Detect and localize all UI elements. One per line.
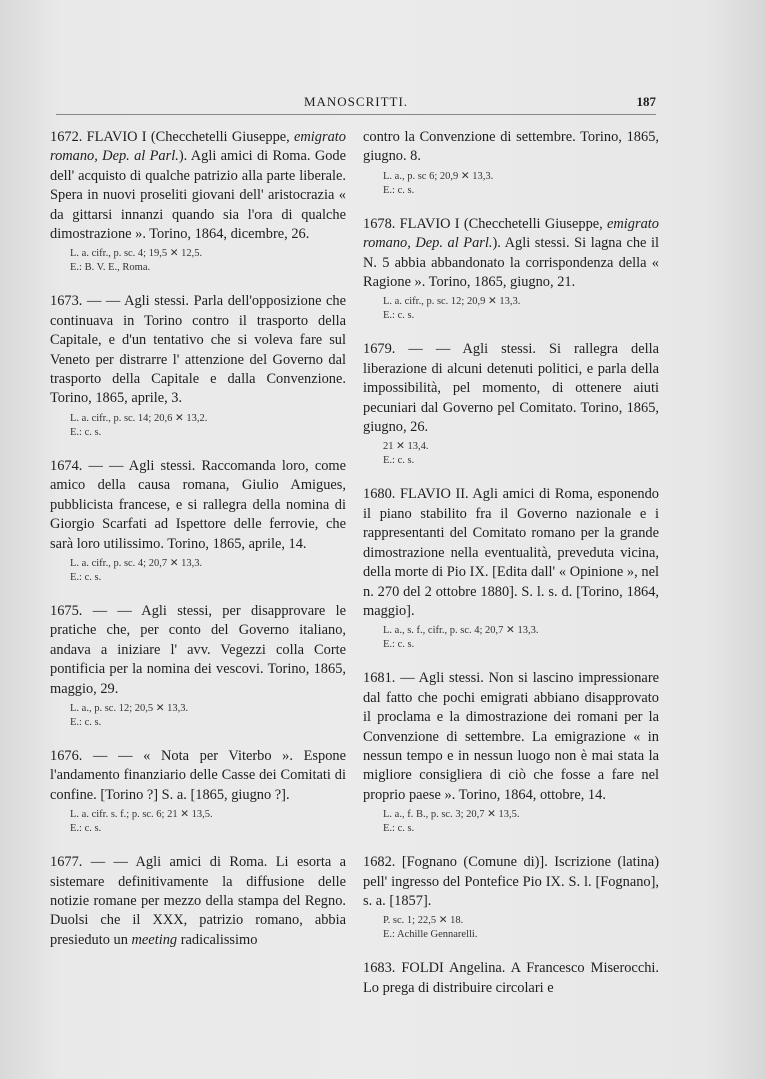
meta-line: E.: B. V. E., Roma. — [70, 262, 151, 274]
entry-text — [50, 128, 346, 244]
entry-text-segment: 1678. FLAVIO I (Checchetelli Giuseppe, — [363, 215, 608, 232]
entry-meta — [383, 170, 659, 198]
entry-text — [50, 602, 346, 699]
entry-text-segment: 1675. — — Agli stessi, per disapprovare le pratiche che, per conto del Governo italiano, andava a iniziare l' avv. Vegezzi colla Corte pontificia per la nomina dei vescovi. Torino, 1865, maggio, 29. — [50, 602, 346, 697]
entry-text-segment: 1679. — — Agli stessi. Si rallegra della liberazione di alcuni detenuti politici, e parla della impossibilità, pel momento, di ottenere aiuti pecuniari dal Governo pel Comitato. Torino, 1865, giugno, 26. — [363, 341, 659, 436]
entry-meta — [383, 914, 659, 942]
meta-line: L. a. cifr. s. f.; p. sc. 6; 21 ✕ 13,5. — [70, 809, 213, 821]
meta-line: L. a., p. sc. 12; 20,5 ✕ 13,3. — [70, 702, 189, 714]
catalog-entry — [363, 959, 659, 998]
entry-text — [50, 853, 346, 950]
right-column — [363, 128, 659, 1015]
entry-text — [363, 340, 659, 437]
catalog-entry — [50, 747, 346, 836]
catalog-entry — [363, 485, 659, 652]
catalog-entry — [50, 292, 346, 439]
entry-meta — [70, 412, 346, 440]
entry-meta — [70, 702, 346, 730]
entry-meta — [383, 295, 659, 323]
catalog-entry — [363, 853, 659, 942]
page-number: 187 — [636, 94, 656, 109]
entry-meta — [383, 808, 659, 836]
catalog-entry — [50, 457, 346, 585]
entry-text — [50, 292, 346, 408]
entry-meta — [70, 247, 346, 275]
meta-line: E.: c. s. — [383, 184, 415, 196]
entry-text — [50, 457, 346, 554]
meta-line: E.: c. s. — [383, 639, 415, 651]
entry-meta — [383, 624, 659, 652]
meta-line: L. a. cifr., p. sc. 4; 20,7 ✕ 13,3. — [70, 557, 203, 569]
entry-meta — [70, 808, 346, 836]
meta-line: E.: c. s. — [383, 455, 415, 467]
running-head — [56, 92, 656, 115]
entry-text — [363, 485, 659, 621]
entry-text-segment: 1680. FLAVIO II. Agli amici di Roma, esponendo il piano stabilito fra il Governo nazionale e i rappresentanti del Comitato romano per la grande dimostrazione nella eventualità, preveduta vicina, della morte di Pio IX. [Edita dall' « Opinione », nel n. 270 del 2 ottobre 1880]. S. l. s. d. [Torino, 1864, maggio]. — [363, 486, 659, 619]
entry-text — [363, 128, 659, 167]
italic-text: emigrato romano, Dep. al Parl. — [50, 129, 346, 165]
catalog-entry — [363, 340, 659, 468]
entry-text — [363, 215, 659, 293]
italic-text: meeting — [131, 931, 178, 948]
meta-line: E.: c. s. — [383, 310, 415, 322]
entry-text-segment: radicalissimo — [177, 931, 258, 948]
meta-line: L. a. cifr., p. sc. 12; 20,9 ✕ 13,3. — [383, 296, 521, 308]
entry-text-segment: ). Agli amici di Roma. Gode dell' acquisto di qualche patrizio alla parte liberale. Spera in nuovi proseliti giovani dell' aristocrazia « da gittarsi innanzi quando sia l'ora di qualche dimostrazione ». Torino, 1864, dicembre, 26. — [50, 148, 346, 243]
meta-line: E.: c. s. — [70, 716, 102, 728]
meta-line: L. a., p. sc 6; 20,9 ✕ 13,3. — [383, 170, 494, 182]
catalog-entry — [50, 128, 346, 275]
entry-text-segment: 1674. — — Agli stessi. Raccomanda loro, come amico della causa romana, Giulio Amigues, pubblicista francese, e si rallegra della nomina di Giorgio Scarfati ad Ispettore delle ferrovie, che sarà loro utilissimo. Torino, 1865, aprile, 14. — [50, 457, 346, 552]
meta-line: E.: c. s. — [70, 823, 102, 835]
entry-text — [363, 853, 659, 911]
meta-line: L. a., s. f., cifr., p. sc. 4; 20,7 ✕ 13,3. — [383, 625, 539, 637]
italic-text: emigrato romano, Dep. al Parl. — [363, 215, 659, 252]
entry-text-segment: 1681. — Agli stessi. Non si lascino impressionare dal fatto che pochi emigrati abbiano disapprovato il proclama e la dimostrazione dei romani per la Convenzione di settembre. La emigrazione « in nessun tempo e in nessun luogo non è mai stata la migliore consigliera di ciò che fosse a fare nel proprio paese ». Torino, 1864, ottobre, 14. — [363, 670, 659, 803]
entry-text-segment: contro la Convenzione di settembre. Torino, 1865, giugno. 8. — [363, 129, 659, 165]
entry-text-segment: 1683. FOLDI Angelina. A Francesco Miserocchi. Lo prega di distribuire circolari e — [363, 960, 659, 996]
left-column — [50, 128, 346, 967]
entry-text-segment: 1676. — — « Nota per Viterbo ». Espone l'andamento finanziario delle Casse dei Comitati di confine. [Torino ?] S. a. [1865, giugno ?]. — [50, 747, 346, 803]
entry-text — [363, 959, 659, 998]
catalog-entry — [50, 602, 346, 730]
meta-line: L. a., f. B., p. sc. 3; 20,7 ✕ 13,5. — [383, 809, 520, 821]
meta-line: E.: c. s. — [70, 571, 102, 583]
catalog-entry — [363, 215, 659, 324]
entry-text-segment: 1672. FLAVIO I (Checchetelli Giuseppe, — [50, 129, 295, 145]
entry-text — [363, 669, 659, 805]
entry-text-segment: ). Agli stessi. Si lagna che il N. 5 abbia abbandonato la corrispondenza della « Ragione ». Torino, 1865, giugno, 21. — [363, 235, 659, 291]
meta-line: L. a. cifr., p. sc. 4; 19,5 ✕ 12,5. — [70, 248, 203, 260]
catalog-entry — [50, 853, 346, 950]
meta-line: L. a. cifr., p. sc. 14; 20,6 ✕ 13,2. — [70, 412, 208, 424]
meta-line: E.: Achille Gennarelli. — [383, 929, 478, 941]
meta-line: P. sc. 1; 22,5 ✕ 18. — [383, 915, 464, 927]
entry-text — [50, 747, 346, 805]
entry-text-segment: 1673. — — Agli stessi. Parla dell'opposizione che continuava in Torino contro il trasporto della Capitale, e d'un tentativo che si voleva fare sul Veneto per distrarre l' attenzione del Governo dal trasporto della Capitale e dalla Convenzione. Torino, 1865, aprile, 3. — [50, 293, 346, 407]
meta-line: E.: c. s. — [383, 823, 415, 835]
entry-text-segment: 1682. [Fognano (Comune di)]. Iscrizione (latina) pell' ingresso del Pontefice Pio IX. S. l. [Fognano], s. a. [1857]. — [363, 854, 659, 909]
entry-meta — [70, 557, 346, 585]
meta-line: 21 ✕ 13,4. — [383, 441, 429, 453]
entry-meta — [383, 440, 659, 468]
catalog-entry — [363, 128, 659, 198]
catalog-entry — [363, 669, 659, 836]
entry-text-segment: 1677. — — Agli amici di Roma. Li esorta a sistemare definitivamente la diffusione delle notizie romane per mezzo della stampa del Regno. Duolsi che il XXX, patrizio romano, abbia presieduto un — [50, 854, 346, 948]
meta-line: E.: c. s. — [70, 426, 102, 438]
running-title: MANOSCRITTI. — [303, 94, 409, 109]
